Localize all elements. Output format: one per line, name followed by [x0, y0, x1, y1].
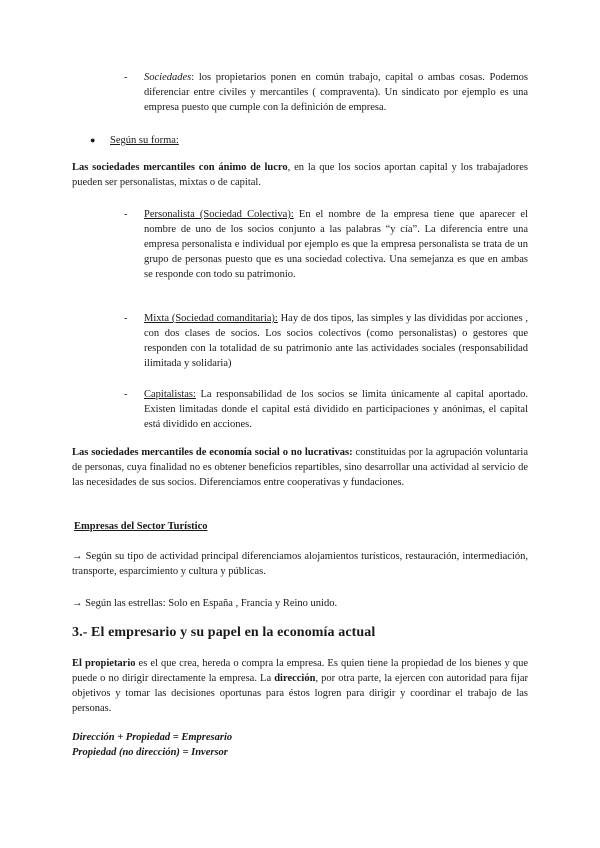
list-dash: -	[124, 72, 128, 83]
term-sociedades: Sociedades	[144, 72, 192, 83]
list-item-personalista	[144, 207, 528, 282]
heading-sector-turistico	[74, 519, 374, 534]
term-mixta: Mixta (Sociedad comanditaria):	[144, 313, 278, 324]
list-item-capitalistas	[144, 387, 528, 432]
arrow-right-icon: →	[72, 551, 83, 562]
bullet-icon: ●	[90, 135, 96, 145]
list-item-sociedades	[144, 70, 528, 115]
paragraph-actividad	[72, 549, 528, 579]
subheading-label: Según su forma:	[110, 135, 179, 146]
list-item-mixta	[144, 311, 528, 371]
bold-lead: Las sociedades mercantiles con ánimo de lucro	[72, 162, 288, 173]
list-dash: -	[124, 313, 128, 324]
formula-inversor: Propiedad (no dirección) = Inversor	[72, 747, 228, 758]
item-text: Hay de dos tipos, las simples y las divididas por acciones , con dos clases de socios. Los socios colectivos (como personalistas) o gestores que responden con la totalidad de su patrimonio ante las actividades sociales (responsabilidad ilimitada y solidaria)	[144, 313, 528, 369]
paragraph-text: constituidas por la agrupación voluntaria de personas, cuya finalidad no es obtener beneficios repartibles, sino desarrollar una actividad al servicio de las necesidades de sus socios. Diferenciamos entre cooperativas y fundaciones.	[72, 447, 528, 488]
subheading-segun-forma	[110, 133, 410, 148]
paragraph-animo-lucro	[72, 160, 528, 190]
item-text: La responsabilidad de los socios se limita únicamente al capital aportado. Existen limitadas donde el capital está dividido en participaciones y anónimas, el capital está dividido en acciones.	[144, 389, 528, 430]
term-capitalistas: Capitalistas:	[144, 389, 196, 400]
paragraph-text-1: es el que crea, hereda o compra la empresa. Es quien tiene la propiedad de los bienes y que puede o no dirigir directamente la empresa. La	[72, 658, 528, 684]
heading-sector-label: Empresas del Sector Turístico	[74, 521, 208, 532]
item-text: En el nombre de la empresa tiene que aparecer el nombre de uno de los socios conjunto a las palabras “y cía”. La diferencia entre una empresa personalista e individual por ejemplo es que la empresa personalista se trata de un grupo de personas puesto que es una sociedad colectiva. Una semejanza es que en ambas se responde con todo su patrimonio.	[144, 209, 528, 280]
item-text: : los propietarios ponen en común trabajo, capital o ambas cosas. Podemos diferenciar entre civiles y mercantiles ( compraventa). Un sindicato por ejemplo es una empresa puesto que cumple con la definición de empresa.	[144, 72, 528, 113]
paragraph-economia-social	[72, 445, 528, 490]
bold-direccion: dirección	[274, 673, 316, 684]
bold-lead: Las sociedades mercantiles de economía social o no lucrativas:	[72, 447, 353, 458]
list-dash: -	[124, 209, 128, 220]
paragraph-text: Según su tipo de actividad principal diferenciamos alojamientos turísticos, restauración, intermediación, transporte, esparcimiento y cultura y públicas.	[72, 551, 528, 577]
formula-empresario: Dirección + Propiedad = Empresario	[72, 732, 233, 743]
bold-propietario: El propietario	[72, 658, 136, 669]
paragraph-propietario	[72, 656, 528, 716]
arrow-right-icon: →	[72, 598, 83, 609]
section-title: 3.- El empresario y su papel en la economía actual	[72, 625, 376, 640]
paragraph-text: , en la que los socios aportan capital y los trabajadores pueden ser personalistas, mixtas o de capital.	[72, 162, 528, 188]
paragraph-text-2: , por otra parte, la ejercen con autoridad para fijar objetivos y tomar las decisiones oportunas para éstos logren para dirigir y coordinar el trabajo de las personas.	[72, 673, 528, 714]
term-personalista: Personalista (Sociedad Colectiva):	[144, 209, 294, 220]
paragraph-text: Según las estrellas: Solo en España , Francia y Reino unido.	[82, 598, 338, 609]
list-dash: -	[124, 389, 128, 400]
paragraph-estrellas	[72, 596, 528, 611]
